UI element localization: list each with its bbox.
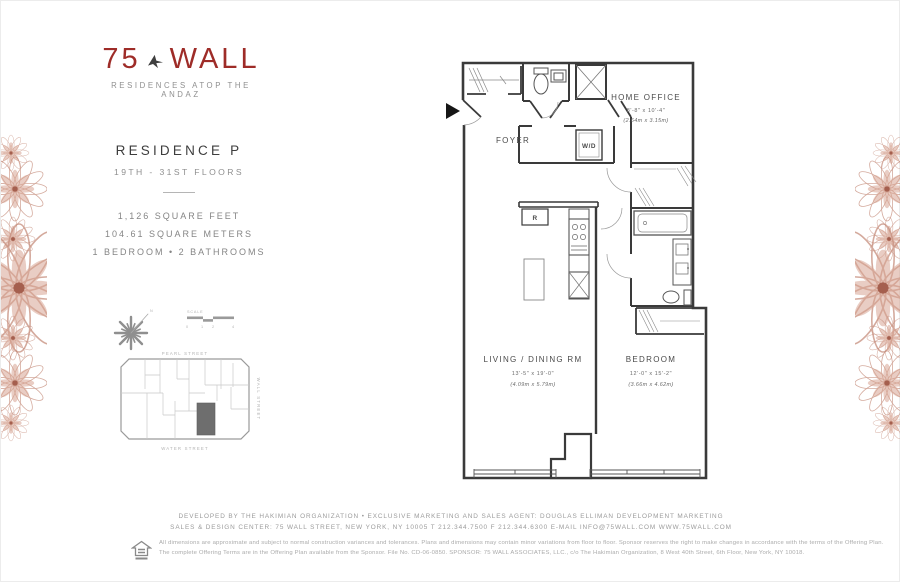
residence-title: RESIDENCE P bbox=[115, 143, 243, 158]
floor-plan bbox=[438, 56, 721, 486]
bedroom-dim-m: (3.66m x 4.62m) bbox=[628, 382, 674, 388]
brand-logo bbox=[91, 43, 271, 99]
entry-arrow-icon bbox=[446, 103, 460, 119]
bedroom-closet bbox=[636, 308, 704, 334]
street-label-wall: WALL STREET bbox=[256, 377, 261, 421]
washer-dryer-label: W/D bbox=[582, 143, 596, 150]
outer-walls bbox=[463, 63, 706, 478]
bedroom-label: BEDROOM bbox=[625, 355, 677, 364]
footer bbox=[1, 512, 900, 533]
shower-stall bbox=[576, 65, 606, 99]
equal-housing-icon bbox=[131, 540, 152, 561]
ornament-left bbox=[1, 131, 47, 451]
refrigerator-label: R bbox=[532, 215, 538, 222]
logo-text-75: 75 bbox=[102, 43, 141, 75]
bath1-door-swing bbox=[542, 102, 558, 118]
scale-tick-0: 0 bbox=[186, 325, 189, 329]
scale-label: SCALE bbox=[187, 310, 204, 314]
bedroom-dim-ft: 12'-0" x 15'-2" bbox=[629, 371, 673, 377]
vanity-sinks bbox=[673, 239, 691, 285]
disclaimer-line-2: The complete Offering Terms are in the Offering Plan available from the Sponsor. File No. CD-06-0850. SPONSOR: 75 WALL ASSOCIATES, LLC., c/o The Hakimian Organization, 8 West 40th Street, 6th Floor, New York, NY 10018. bbox=[159, 549, 805, 556]
street-label-water: WATER STREET bbox=[161, 446, 209, 451]
wd-closet-walls bbox=[519, 126, 614, 163]
bath2-door-swing bbox=[607, 254, 631, 278]
keymap-highlighted-unit bbox=[197, 403, 215, 435]
area-meters: 104.61 SQUARE METERS bbox=[104, 229, 254, 239]
kitchen-wall bbox=[519, 202, 598, 207]
kitchen-island bbox=[524, 259, 544, 300]
toilet-2 bbox=[663, 290, 691, 305]
scale-bar bbox=[185, 307, 241, 333]
bathtub bbox=[634, 211, 691, 235]
living-dining-dim-ft: 13'-5" x 19'-0" bbox=[511, 371, 555, 377]
brand-tagline: RESIDENCES ATOP THE ANDAZ bbox=[111, 81, 251, 99]
structural-column bbox=[551, 434, 591, 478]
hall-door-swing bbox=[601, 208, 622, 229]
entry-door-swing bbox=[464, 117, 481, 125]
entry-door-leaf bbox=[463, 100, 481, 117]
toilet-1 bbox=[534, 68, 548, 94]
kitchen-counter bbox=[569, 209, 589, 299]
foyer-closet-detail bbox=[469, 68, 519, 92]
scale-tick-1: 1 bbox=[201, 325, 204, 329]
keymap-unit-lines bbox=[121, 359, 249, 439]
residence-floors: 19TH - 31ST FLOORS bbox=[114, 167, 244, 177]
divider bbox=[163, 192, 195, 193]
home-office-label: HOME OFFICE bbox=[611, 93, 681, 102]
area-feet: 1,126 SQUARE FEET bbox=[117, 211, 241, 221]
living-dining-dim-m: (4.09m x 5.79m) bbox=[510, 382, 556, 388]
footer-line-2: SALES & DESIGN CENTER: 75 WALL STREET, NEW YORK, NY 10005 T 212.344.7500 F 212.344.6300 E-MAIL INFO@75WALL.COM WWW.75WALL.COM bbox=[170, 523, 732, 531]
compass-north-label: N bbox=[150, 309, 154, 313]
scale-tick-3: 4 bbox=[232, 325, 235, 329]
bird-icon bbox=[147, 54, 164, 69]
location-keymap bbox=[105, 349, 261, 455]
closet-door-swing bbox=[607, 168, 631, 192]
disclaimer-line-1: All dimensions are approximate and subject to normal construction variances and tolerances. Plans and dimensions may contain minor variations from floor to floor. Sponsor reserves the right to make changes in accordance with the terms of the Offering Plan. bbox=[159, 540, 884, 546]
foyer-label: FOYER bbox=[496, 136, 531, 145]
home-office-dim-ft: 8'-8" x 10'-4" bbox=[626, 108, 666, 114]
logo-text-wall: WALL bbox=[169, 43, 260, 75]
footer-line-1: DEVELOPED BY THE HAKIMIAN ORGANIZATION • EXCLUSIVE MARKETING AND SALES AGENT: DOUGLAS ELLIMAN DEVELOPMENT MARKETING bbox=[178, 513, 724, 520]
scale-tick-2: 2 bbox=[212, 325, 215, 329]
ornament-right bbox=[855, 131, 900, 451]
home-office-dim-m: (2.64m x 3.15m) bbox=[623, 118, 669, 124]
disclaimer bbox=[159, 539, 884, 558]
bed-bath-config: 1 BEDROOM • 2 BATHROOMS bbox=[92, 247, 266, 257]
walkin-closet-detail bbox=[634, 166, 696, 206]
residence-info bbox=[59, 143, 299, 261]
living-dining-label: LIVING / DINING RM bbox=[483, 355, 583, 364]
street-label-pearl: PEARL STREET bbox=[161, 351, 209, 356]
splayed-jambs bbox=[530, 100, 631, 118]
sink-1 bbox=[551, 70, 566, 82]
